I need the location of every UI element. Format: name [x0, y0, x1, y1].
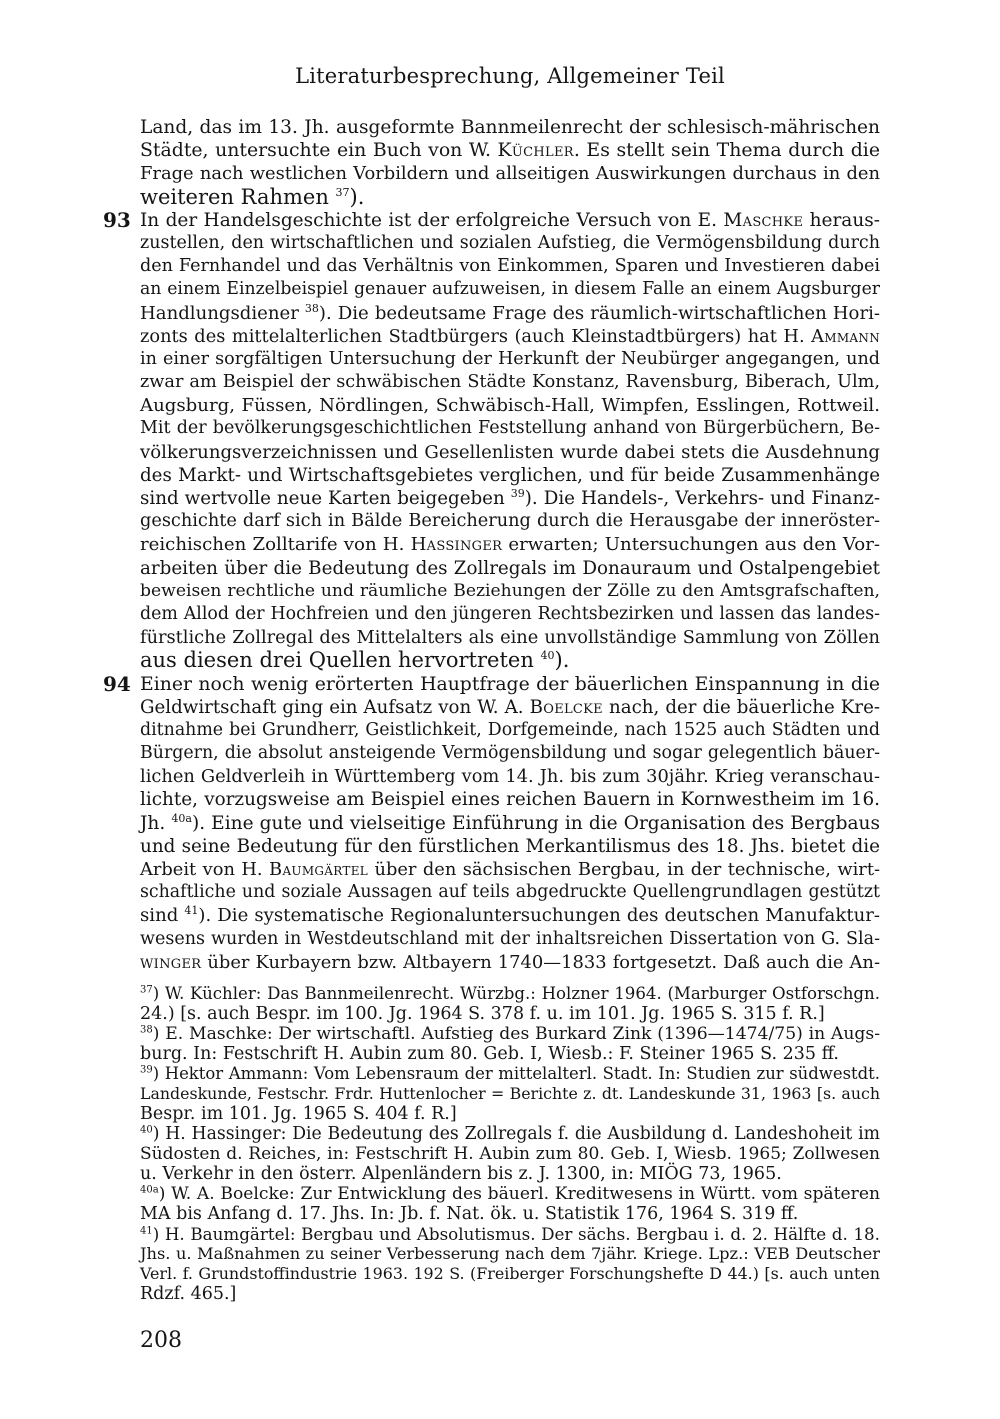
body-text	[103, 116, 881, 974]
footnote-marker: 40a	[140, 1184, 159, 1196]
text-run: Frage nach westlichen Vorbildern und allseitigen Auswirkungen durchaus in den	[140, 163, 880, 185]
text-line: den Fernhandel und das Verhältnis von Einkommen, Sparen und Investieren dabei	[140, 256, 880, 277]
text-line	[140, 649, 880, 672]
text-line: des Markt- und Wirtschaftsgebietes verglichen, und für beide Zusammenhänge	[140, 464, 880, 486]
text-line	[140, 1024, 880, 1044]
text-run: Land, das im 13. Jh. ausgeformte Bannmeilenrecht der schlesisch-mährischen	[140, 117, 880, 138]
page-number: 208	[140, 1328, 182, 1353]
text-line: lichen Geldverleih in Württemberg vom 14. Jh. bis zum 30jähr. Krieg veranschau-	[140, 766, 880, 788]
text-run: ). Die systematische Regionaluntersuchungen des deutschen Manufaktur-	[198, 905, 880, 927]
text-run: ). Die Handels-, Verkehrs- und Finanz-	[524, 488, 880, 509]
text-line	[140, 1184, 880, 1204]
text-line: Rdzf. 465.]	[140, 1284, 237, 1304]
text-run: über den sächsischen Bergbau, in der technische, wirt-	[368, 859, 881, 880]
text-line: fürstliche Zollregal des Mittelalters als eine unvollständige Sammlung von Zöllen	[140, 627, 880, 649]
text-run: Handlungsdiener	[140, 302, 305, 324]
text-run: In der Handelsgeschichte ist der erfolgreiche Versuch von E.	[140, 209, 724, 231]
text-line	[140, 302, 880, 325]
text-line: u. Verkehr in den österr. Alpenländern bis z. J. 1300, in: MIÖG 73, 1965.	[140, 1164, 782, 1184]
text-line	[140, 186, 880, 209]
author-name: winger	[140, 951, 202, 973]
footnote-reference: 40	[540, 649, 555, 663]
marginal-number: 94	[103, 671, 131, 696]
footnote-reference: 37	[335, 185, 350, 199]
text-line	[140, 116, 880, 139]
text-line: burg. In: Festschrift H. Aubin zum 80. Geb. I, Wiesb.: F. Steiner 1965 S. 235 ff.	[140, 1044, 839, 1064]
text-line: lichte, vorzugsweise am Beispiel eines reichen Bauern in Kornwestheim im 16.	[140, 789, 880, 811]
author-name: Ammann	[811, 325, 880, 347]
paragraph-continuation	[140, 116, 880, 209]
text-line	[140, 487, 880, 510]
paragraph-94	[103, 671, 881, 974]
text-line: in einer sorgfältigen Untersuchung der Herkunft der Neubürger angegangen, und	[140, 348, 880, 369]
paragraph-93	[103, 207, 880, 673]
text-line: wesens wurden in Westdeutschland mit der inhaltsreichen Dissertation von G. Sla-	[140, 928, 880, 949]
text-run: heraus-	[803, 209, 880, 231]
text-line: MA bis Anfang d. 17. Jhs. In: Jb. f. Nat. ök. u. Statistik 176, 1964 S. 319 ff.	[140, 1204, 799, 1224]
text-line: Bürgern, die absolut ansteigende Vermögensbildung und sogar gelegentlich bäuer-	[140, 743, 880, 764]
text-line: arbeiten über die Bedeutung des Zollregals im Donauraum und Ostalpengebiet	[140, 557, 880, 579]
text-line: 24.) [s. auch Bespr. im 100. Jg. 1964 S. 378 f. u. im 101. Jg. 1965 S. 315 f. R.]	[140, 1004, 825, 1024]
footnote-reference: 38	[304, 301, 319, 315]
text-run: aus diesen drei Quellen hervortreten	[140, 648, 541, 673]
text-run: sind wertvolle neue Karten beigegeben	[140, 488, 511, 509]
author-name: Baumgärtel	[269, 859, 369, 880]
text-run: reichischen Zolltarife von H.	[140, 534, 411, 556]
text-run: ) W. A. Boelcke: Zur Entwicklung des bäuerl. Kreditwesens in Württ. vom späteren	[158, 1184, 880, 1204]
author-name: Küchler	[497, 139, 574, 162]
text-run: . Es stellt sein Thema durch die	[573, 139, 880, 162]
text-run: ) H. Hassinger: Die Bedeutung des Zollregals f. die Ausbildung d. Landeshoheit im	[152, 1124, 880, 1144]
text-line: Bespr. im 101. Jg. 1965 S. 404 f. R.]	[140, 1104, 457, 1124]
text-run: Städte, untersuchte ein Buch von W.	[140, 139, 498, 162]
footnote-37	[140, 984, 880, 1024]
text-line	[140, 533, 880, 556]
text-run: ). Eine gute und vielseitige Einführung in die Organisation des Bergbaus	[191, 812, 880, 834]
text-run: Arbeit von H.	[140, 859, 270, 880]
text-line	[140, 984, 880, 1004]
footnote-reference: 40a	[171, 811, 192, 825]
text-line: und seine Bedeutung für den fürstlichen Merkantilismus des 18. Jhs. bietet die	[140, 835, 880, 857]
footnote-marker: 38	[140, 1024, 153, 1036]
text-line	[140, 325, 880, 348]
footnote-marker: 41	[140, 1225, 153, 1237]
text-line: beweisen rechtliche und räumliche Beziehungen der Zölle zu den Amtsgrafschaften,	[140, 580, 880, 601]
text-line	[140, 1064, 880, 1084]
text-line: Mit der bevölkerungsgeschichtlichen Feststellung anhand von Bürgerbüchern, Be-	[140, 418, 880, 439]
text-line: Einer noch wenig erörterten Hauptfrage der bäuerlichen Einspannung in die	[140, 673, 880, 695]
running-header: Literaturbesprechung, Allgemeiner Teil	[295, 64, 725, 88]
marginal-number: 93	[103, 207, 131, 232]
footnote-reference: 39	[510, 486, 525, 500]
text-run: über Kurbayern bzw. Altbayern 1740—1833 fortgesetzt. Daß auch die An-	[201, 951, 880, 973]
text-line: dem Allod der Hochfreien und den jüngeren Rechtsbezirken und lassen das landes-	[140, 603, 880, 624]
text-line: Augsburg, Füssen, Nördlingen, Schwäbisch-Hall, Wimpfen, Esslingen, Rottweil.	[140, 395, 880, 417]
text-line	[140, 209, 880, 232]
author-name: Hassinger	[410, 534, 503, 556]
text-run: erwarten; Untersuchungen aus den Vor-	[502, 534, 880, 556]
author-name: Boelcke	[529, 696, 603, 718]
text-run: nach, der die bäuerliche Kre-	[602, 696, 880, 718]
text-line	[140, 858, 880, 881]
text-line: Südosten d. Reiches, in: Festschrift H. Aubin zum 80. Geb. I, Wiesb. 1965; Zollwesen	[140, 1144, 880, 1164]
text-line: ditnahme bei Grundherr, Geistlichkeit, Dorfgemeinde, nach 1525 auch Städten und	[140, 719, 880, 740]
text-line: zustellen, den wirtschaftlichen und sozialen Aufstieg, die Vermögensbildung durch	[140, 232, 880, 253]
footnote-marker: 37	[140, 984, 153, 996]
text-run: ).	[554, 648, 570, 673]
text-run: ) Hektor Ammann: Vom Lebensraum der mittelalterl. Stadt. In: Studien zur südwestdt.	[152, 1064, 880, 1083]
text-line: schaftliche und soziale Aussagen auf teils abgedruckte Quellengrundlagen gestützt	[140, 882, 880, 903]
text-line	[140, 904, 880, 927]
text-run: ).	[349, 184, 365, 209]
text-line	[140, 696, 880, 719]
text-line: völkerungsverzeichnissen und Gesellenlisten wurde dabei stets die Ausdehnung	[140, 441, 880, 463]
text-line: Jhs. u. Maßnahmen zu seiner Verbesserung nach dem 7jähr. Kriege. Lpz.: VEB Deutscher	[140, 1244, 880, 1263]
text-run: weiteren Rahmen	[140, 184, 336, 209]
text-line	[140, 162, 880, 185]
text-line: Landeskunde, Festschr. Frdr. Huttenlocher = Berichte z. dt. Landeskunde 31, 1963 [s. auch	[140, 1084, 880, 1103]
text-run: sind	[140, 905, 185, 927]
footnote-40	[140, 1124, 880, 1184]
text-line: geschichte darf sich in Bälde Bereicherung durch die Herausgabe der inneröster-	[140, 511, 880, 532]
text-run: Jh.	[140, 812, 172, 834]
text-line: zwar am Beispiel der schwäbischen Städte Konstanz, Ravensburg, Biberach, Ulm,	[140, 372, 880, 393]
text-run: ). Die bedeutsame Frage des räumlich-wirtschaftlichen Hori-	[318, 302, 880, 324]
text-line	[140, 1124, 880, 1144]
footnote-38	[140, 1024, 880, 1064]
text-run: ) W. Küchler: Das Bannmeilenrecht. Würzbg.: Holzner 1964. (Marburger Ostforschgn.	[152, 984, 880, 1003]
footnote-marker: 40	[140, 1124, 153, 1136]
text-run: ) H. Baumgärtel: Bergbau und Absolutismus. Der sächs. Bergbau i. d. 2. Hälfte d. 18.	[152, 1224, 880, 1244]
text-line: Verl. f. Grundstoffindustrie 1963. 192 S. (Freiberger Forschungshefte D 44.) [s. auch unten	[140, 1264, 880, 1283]
footnote-40a	[140, 1184, 880, 1224]
author-name: Maschke	[723, 209, 804, 231]
footnotes-section	[140, 984, 880, 1304]
text-run: ) E. Maschke: Der wirtschaftl. Aufstieg des Burkard Zink (1396—1474/75) in Augs-	[152, 1024, 880, 1044]
text-run: zonts des mittelalterlichen Stadtbürgers (auch Kleinstadtbürgers) hat H.	[140, 325, 812, 347]
footnote-reference: 41	[184, 904, 199, 918]
text-line: an einem Einzelbeispiel genauer aufzuweisen, in diesem Falle an einem Augsburger	[140, 279, 880, 300]
text-run: Geldwirtschaft ging ein Aufsatz von W. A.	[140, 696, 530, 718]
footnote-39	[140, 1064, 880, 1124]
footnote-41	[140, 1224, 880, 1304]
text-line	[140, 951, 880, 974]
footnote-marker: 39	[140, 1064, 153, 1076]
text-line	[140, 812, 880, 835]
text-line	[140, 139, 880, 162]
text-line	[140, 1224, 880, 1244]
